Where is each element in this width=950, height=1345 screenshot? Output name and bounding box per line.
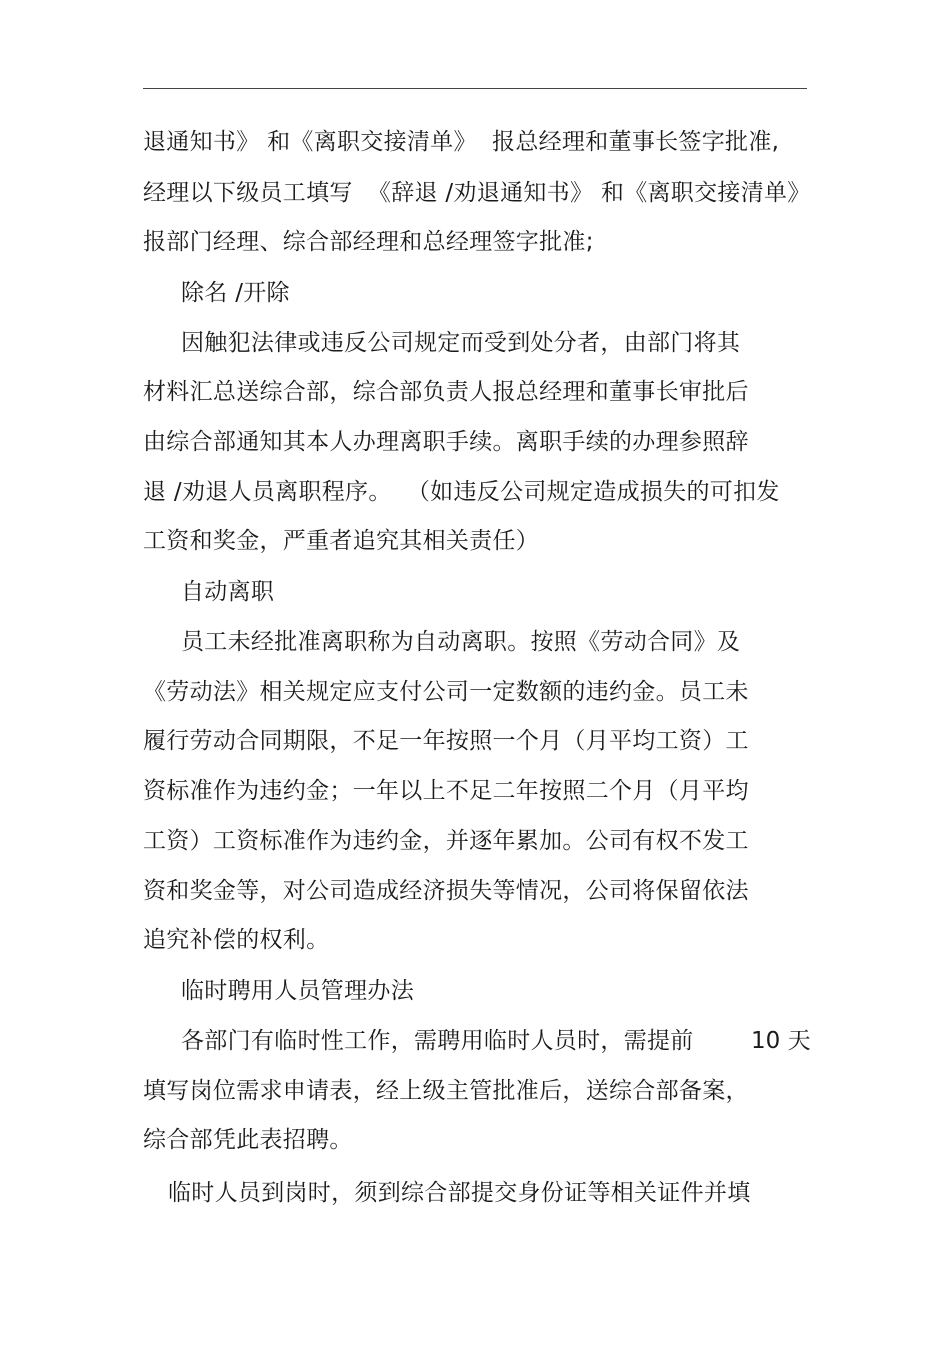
text-line: 材料汇总送综合部，综合部负责人报总经理和董事长审批后 bbox=[143, 379, 749, 405]
text-line: 退通知书》 和《离职交接清单》 报总经理和董事长签字批准, bbox=[143, 129, 780, 155]
text-line: 追究补偿的权利。 bbox=[143, 927, 330, 953]
section-heading-self-resignation: 自动离职 bbox=[181, 579, 275, 605]
text-line: 综合部凭此表招聘。 bbox=[143, 1127, 353, 1153]
text-line: 经理以下级员工填写 《辞退 /劝退通知书》 和《离职交接清单》 bbox=[143, 180, 811, 206]
text-line: 报部门经理、综合部经理和总经理签字批准; bbox=[143, 229, 594, 255]
text-line: 因触犯法律或违反公司规定而受到处分者，由部门将其 bbox=[181, 330, 741, 356]
text-fragment: 10 天 bbox=[751, 1028, 811, 1054]
text-line: 由综合部通知其本人办理离职手续。离职手续的办理参照辞 bbox=[143, 429, 749, 455]
text-line: 各部门有临时性工作，需聘用临时人员时，需提前 bbox=[181, 1028, 694, 1054]
text-line: 资和奖金等，对公司造成经济损失等情况，公司将保留依法 bbox=[143, 878, 749, 904]
header-rule bbox=[143, 88, 807, 89]
text-line: 《劳动法》相关规定应支付公司一定数额的违约金。员工未 bbox=[143, 679, 749, 705]
text-line: 工资和奖金，严重者追究其相关责任） bbox=[143, 528, 540, 554]
text-line: 临时人员到岗时，须到综合部提交身份证等相关证件并填 bbox=[168, 1180, 751, 1206]
text-line: 填写岗位需求申请表，经上级主管批准后，送综合部备案， bbox=[143, 1078, 749, 1104]
text-line: 退 /劝退人员离职程序。 （如违反公司规定造成损失的可扣发 bbox=[143, 479, 780, 505]
text-line: 员工未经批准离职称为自动离职。按照《劳动合同》及 bbox=[181, 629, 741, 655]
text-line: 工资）工资标准作为违约金，并逐年累加。公司有权不发工 bbox=[143, 828, 749, 854]
text-line: 资标准作为违约金；一年以上不足二年按照二个月（月平均 bbox=[143, 778, 749, 804]
section-heading-temporary-staff: 临时聘用人员管理办法 bbox=[181, 978, 414, 1004]
section-heading-dismissal: 除名 /开除 bbox=[181, 280, 290, 306]
text-line: 履行劳动合同期限，不足一年按照一个月（月平均工资）工 bbox=[143, 728, 749, 754]
